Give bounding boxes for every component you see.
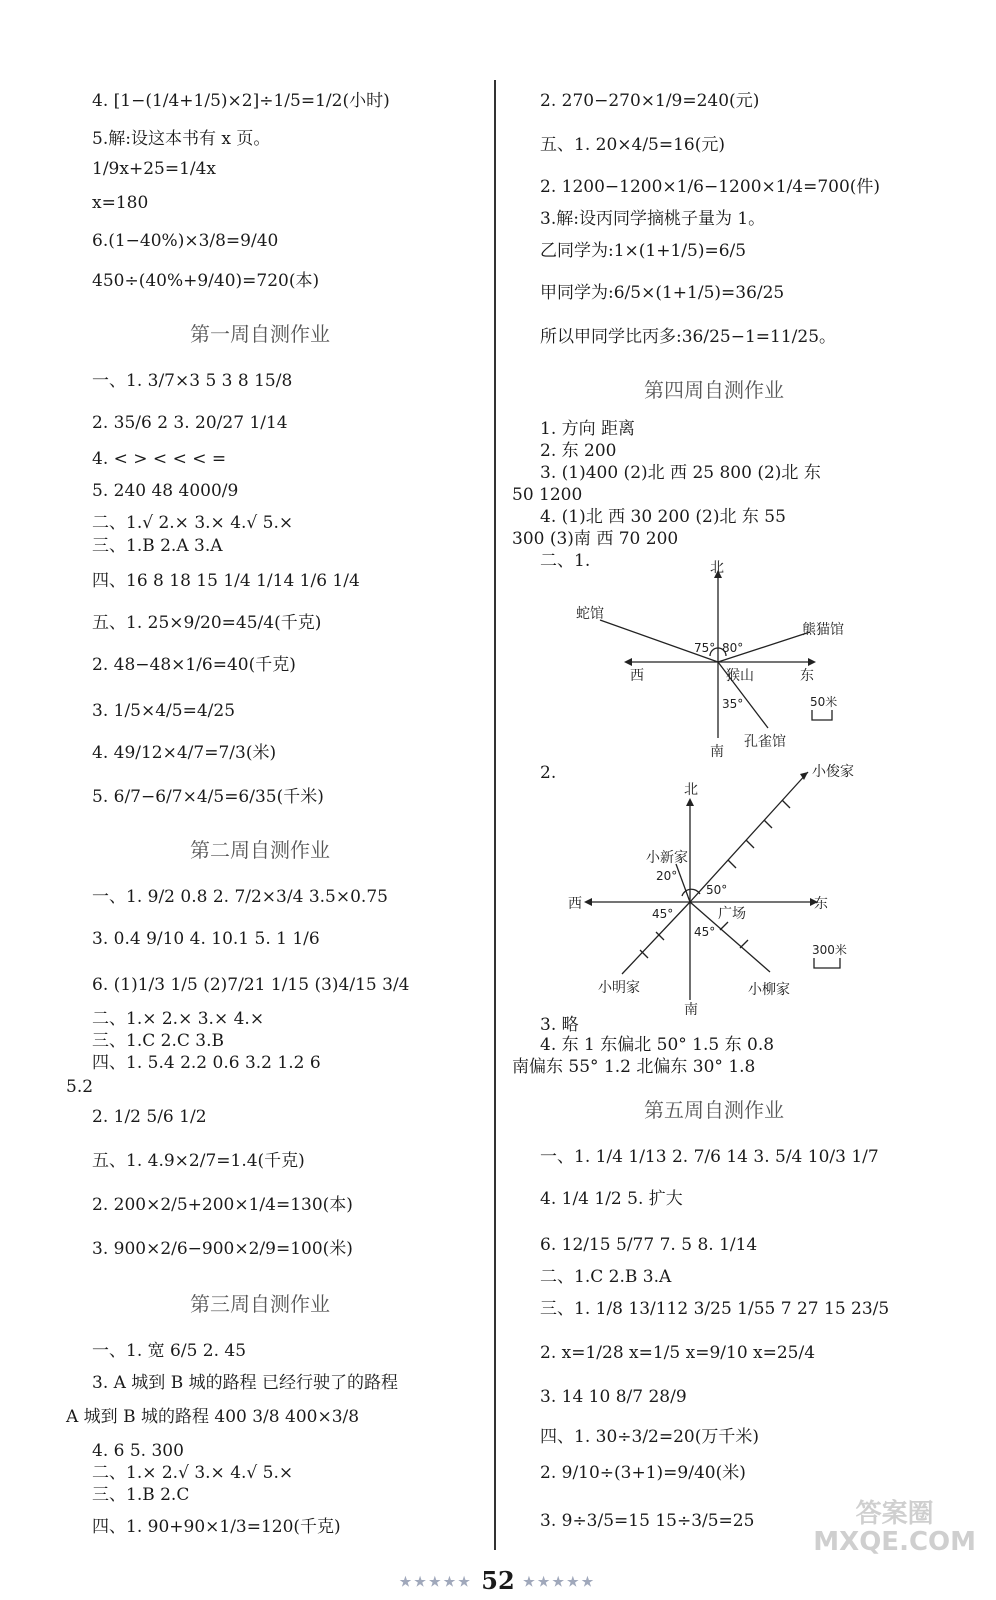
heading-week3: 第三周自测作业 [190,1292,330,1316]
w4-line-7: 二、1. [540,551,591,571]
heading-week1: 第一周自测作业 [190,322,330,346]
w2-line-9: 五、1. 4.9×2/7=1.4(千克) [92,1151,305,1171]
left-line-2: 5.解:设这本书有 x 页。 [92,129,271,149]
d1-angle-35: 35° [722,697,744,711]
right-line-3: 2. 1200−1200×1/6−1200×1/4=700(件) [540,177,881,197]
w5-line-2: 4. 1/4 1/2 5. 扩大 [540,1189,683,1209]
right-line-1: 2. 270−270×1/9=240(元) [540,91,760,111]
heading-week4: 第四周自测作业 [644,378,784,402]
w1-line-4: 5. 240 48 4000/9 [92,481,239,501]
w4-line-4: 50 1200 [512,485,583,505]
d2-east: 东 [814,896,828,912]
w3-line-3: A 城到 B 城的路程 400 3/8 400×3/8 [66,1407,360,1427]
w4-line-6: 300 (3)南 西 70 200 [512,529,679,549]
page-footer [0,1566,996,1595]
d1-south: 南 [710,744,724,760]
w2-line-7: 5.2 [66,1077,94,1097]
d2-plaza: 广场 [718,906,746,922]
d2-xiaoming: 小明家 [598,980,640,996]
w1-line-1: 一、1. 3/7×3 5 3 8 15/8 [92,371,293,391]
w4-line-8: 2. [540,763,557,783]
d2-angle-20: 20° [656,869,678,883]
w4-line-10: 4. 东 1 东偏北 50° 1.5 东 0.8 [540,1035,775,1055]
w3-line-7: 四、1. 90+90×1/3=120(千克) [92,1517,341,1537]
w5-line-9: 2. 9/10÷(3+1)=9/40(米) [540,1463,746,1483]
d2-scale: 300米 [812,943,847,957]
w4-line-9: 3. 略 [540,1015,579,1035]
w3-line-5: 二、1.× 2.√ 3.× 4.√ 5.× [92,1463,294,1483]
w2-line-1: 一、1. 9/2 0.8 2. 7/2×3/4 3.5×0.75 [92,887,388,907]
watermark [813,1500,976,1556]
left-line-1: 4. [1−(1/4+1/5)×2]÷1/5=1/2(小时) [92,91,390,111]
w5-line-3: 6. 12/15 5/77 7. 5 8. 1/14 [540,1235,758,1255]
w1-line-3: 4. < > < < < = [92,449,227,469]
d1-monkey: 猴山 [726,668,754,684]
d1-snake: 蛇馆 [576,606,604,622]
w2-line-11: 3. 900×2/6−900×2/9=100(米) [92,1239,353,1259]
compass-diagram-homes [560,760,880,1015]
w2-line-10: 2. 200×2/5+200×1/4=130(本) [92,1195,353,1215]
w5-line-1: 一、1. 1/4 1/13 2. 7/6 14 3. 5/4 10/3 1/7 [540,1147,879,1167]
left-line-6: 450÷(40%+9/40)=720(本) [92,271,320,291]
w2-line-3: 6. (1)1/3 1/5 (2)7/21 1/15 (3)4/15 3/4 [92,975,410,995]
d2-north: 北 [684,782,698,798]
w5-line-8: 四、1. 30÷3/2=20(万千米) [540,1427,759,1447]
d1-angle-75: 75° [694,641,716,655]
w1-line-10: 3. 1/5×4/5=4/25 [92,701,236,721]
footer-stars-left: ★★★★★ [399,1575,473,1590]
w1-line-2: 2. 35/6 2 3. 20/27 1/14 [92,413,288,433]
right-line-4: 3.解:设丙同学摘桃子量为 1。 [540,209,766,229]
w3-line-1: 一、1. 宽 6/5 2. 45 [92,1341,247,1361]
w1-line-8: 五、1. 25×9/20=45/4(千克) [92,613,322,633]
w1-line-5: 二、1.√ 2.× 3.× 4.√ 5.× [92,513,294,533]
w4-line-2: 2. 东 200 [540,441,617,461]
w5-line-5: 三、1. 1/8 13/112 3/25 1/55 7 27 15 23/5 [540,1299,890,1319]
d1-panda: 熊猫馆 [802,622,844,638]
w1-line-7: 四、16 8 18 15 1/4 1/14 1/6 1/4 [92,571,360,591]
d1-angle-80: 80° [722,641,744,655]
right-line-5: 乙同学为:1×(1+1/5)=6/5 [540,241,747,261]
w5-line-10: 3. 9÷3/5=15 15÷3/5=25 [540,1511,755,1531]
left-line-4: x=180 [92,193,149,213]
w4-line-5: 4. (1)北 西 30 200 (2)北 东 55 [540,507,786,527]
right-line-7: 所以甲同学比丙多:36/25−1=11/25。 [540,327,837,347]
column-divider [494,80,496,1550]
w5-line-6: 2. x=1/28 x=1/5 x=9/10 x=25/4 [540,1343,816,1363]
d2-xiaojun: 小俊家 [812,764,854,780]
w2-line-5: 三、1.C 2.C 3.B [92,1031,224,1051]
left-line-5: 6.(1−40%)×3/8=9/40 [92,231,279,251]
w3-line-2: 3. A 城到 B 城的路程 已经行驶了的路程 [92,1373,399,1393]
right-line-2: 五、1. 20×4/5=16(元) [540,135,725,155]
compass-diagram-zoo [560,560,880,760]
d2-angle-50: 50° [706,883,728,897]
d2-angle-45b: 45° [694,925,716,939]
w2-line-2: 3. 0.4 9/10 4. 10.1 5. 1 1/6 [92,929,320,949]
left-line-3: 1/9x+25=1/4x [92,159,217,179]
watermark-line-1: 答案圈 [855,1499,934,1529]
w4-line-1: 1. 方向 距离 [540,419,636,439]
footer-stars-right: ★★★★★ [523,1575,597,1590]
w1-line-11: 4. 49/12×4/7=7/3(米) [92,743,277,763]
w3-line-6: 三、1.B 2.C [92,1485,190,1505]
d1-scale: 50米 [810,695,838,709]
right-line-6: 甲同学为:6/5×(1+1/5)=36/25 [540,283,785,303]
d2-xiaoliu: 小柳家 [748,982,790,998]
page-number: 52 [481,1566,515,1595]
w1-line-12: 5. 6/7−6/7×4/5=6/35(千米) [92,787,324,807]
w3-line-4: 4. 6 5. 300 [92,1441,184,1461]
w5-line-4: 二、1.C 2.B 3.A [540,1267,672,1287]
w4-line-3: 3. (1)400 (2)北 西 25 800 (2)北 东 [540,463,821,483]
heading-week5: 第五周自测作业 [644,1098,784,1122]
d1-peacock: 孔雀馆 [744,734,786,750]
w5-line-7: 3. 14 10 8/7 28/9 [540,1387,687,1407]
d1-east: 东 [800,668,814,684]
d1-west: 西 [630,668,644,684]
d2-xiaoxin: 小新家 [646,850,688,866]
w1-line-9: 2. 48−48×1/6=40(千克) [92,655,296,675]
w1-line-6: 三、1.B 2.A 3.A [92,536,223,556]
w2-line-6: 四、1. 5.4 2.2 0.6 3.2 1.2 6 [92,1053,321,1073]
w2-line-4: 二、1.× 2.× 3.× 4.× [92,1009,265,1029]
d2-angle-45a: 45° [652,907,674,921]
w2-line-8: 2. 1/2 5/6 1/2 [92,1107,207,1127]
d2-west: 西 [568,896,582,912]
d1-north: 北 [710,560,724,576]
w4-line-11: 南偏东 55° 1.2 北偏东 30° 1.8 [512,1057,756,1077]
d2-south: 南 [684,1002,698,1015]
watermark-line-2: MXQE.COM [813,1527,976,1557]
heading-week2: 第二周自测作业 [190,838,330,862]
